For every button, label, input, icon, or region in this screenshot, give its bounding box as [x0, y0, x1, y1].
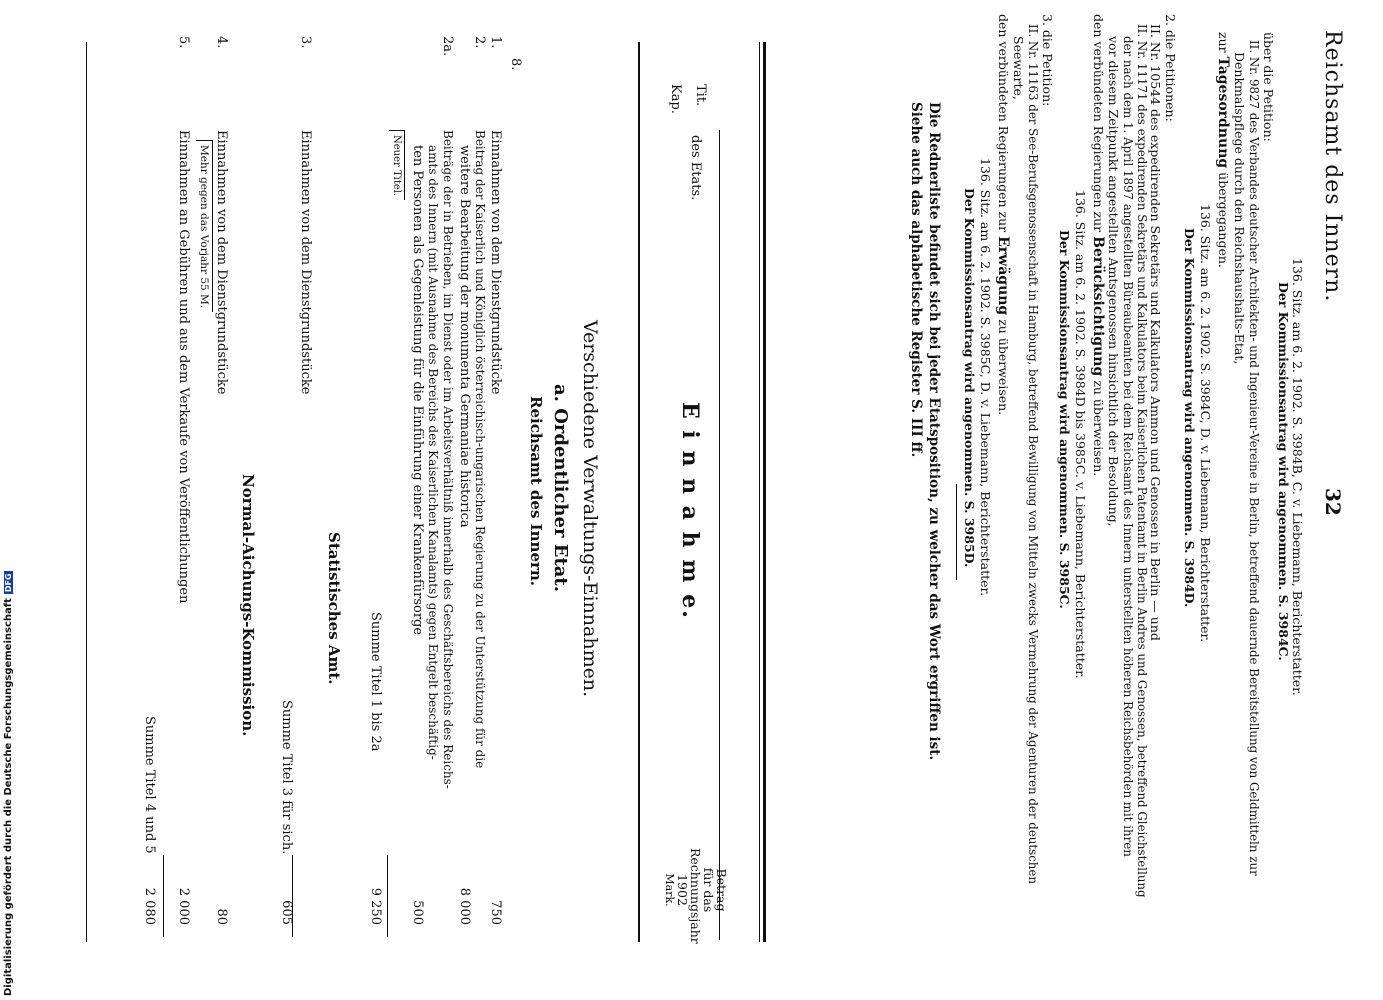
sum1-label: Summe Titel 1 bis 2a: [368, 612, 383, 752]
table-top-rule-thin: [759, 42, 760, 942]
funding-text: Digitalisierung gefördert durch die Deutsche Forschungsgemeinschaft: [2, 598, 14, 996]
col-header-etat: des Etats.: [688, 135, 703, 201]
sum1-amount: 9 250: [368, 887, 383, 925]
petition2-decision: Der Kommissionsantrag wird angenommen. S. 3985C.: [1057, 230, 1072, 609]
amount-header-l5: Mark.: [663, 873, 676, 907]
petition2-line1: II. Nr. 10544 des expedirenden Sekretärs und Kalkulators Ammon und Genossen in Berlin — und: [1148, 24, 1163, 641]
subsection2-title: Reichsamt des Innern.: [527, 396, 545, 587]
petition2-line5b: Berücksichtigung: [1090, 236, 1106, 377]
amount-header-l2: für das: [701, 867, 716, 913]
table-col-divider-kap: [719, 130, 720, 940]
col-header-kap: Kap.: [668, 84, 683, 114]
petition1-decision: Der Kommissionsantrag wird angenommen. S. 3984C.: [1276, 282, 1291, 661]
subsection-title: a. Ordentlicher Etat.: [550, 384, 571, 593]
petition2-line4: vor diesem Zeitpunkt angestellten Amtsgenossen hinsichtlich der Besoldung,: [1106, 36, 1121, 527]
page-header-title: Reichsamt des Innern.: [1320, 30, 1345, 303]
petition1-line3b: Tagesordnung: [1215, 56, 1231, 169]
petition3-intro: 3. die Petition:: [1040, 14, 1055, 107]
row3-text2: amts des Innern (mit Ausnahme des Bereichs des Kaiserlichen Kanalamts) gegen Entgelt beschäftig-: [426, 145, 440, 760]
petition2-ref: 136. Sitz. am 6. 2. 1902. S. 3984D bis 3985C. v. Liebemann, Berichterstatter.: [1073, 190, 1088, 679]
row3-amount: 500: [410, 900, 425, 925]
sum45-amount: 2 080: [142, 887, 157, 925]
row2-tit: 2.: [472, 36, 487, 49]
row-stat-text: Einnahmen von dem Dienstgrundstücke: [298, 130, 313, 395]
petition3-line2: Seewarte,: [1011, 36, 1026, 100]
row3-tit: 2a.: [440, 36, 455, 57]
sum45-label: Summe Titel 4 und 5: [142, 716, 157, 854]
row2-text: Beitrag der Kaiserlich und Königlich österreichisch-ungarischen Regierung zu der Unterstützung für die: [473, 130, 487, 769]
petition3-ref: 136. Sitz. am 6. 2. 1902. S. 3985C, D. v. Liebemann, Berichterstatter.: [978, 158, 993, 597]
petition3-line3a: den verbündeten Regierungen zur: [996, 14, 1011, 233]
sum3-label: Summe Titel 3 für sich.: [279, 700, 294, 855]
row2-text2: weitere Bearbeitung der monumenta Germaniae historica: [457, 145, 472, 528]
petition3-line3c: zu überweisen.: [996, 319, 1011, 416]
petition1-line3c: übergegangen.: [1216, 172, 1231, 268]
petition3-line1: II. Nr. 11163 der See-Berufsgenossenschaft in Hamburg, betreffend Bewilligung von Mitteln zwecks Vermehrung der Agenturen der deutschen: [1026, 24, 1040, 884]
table-header-rule: [638, 42, 640, 942]
amount-header: [663, 848, 729, 944]
row5-amount: 2 000: [176, 887, 191, 925]
petition2-intro: 2. die Petitionen:: [1163, 14, 1178, 122]
row5-text: Einnahmen an Gebühren und aus dem Verkaufe von Veröffentlichungen: [176, 130, 191, 604]
section-statistics: Statistisches Amt.: [325, 532, 343, 685]
new-title-note: Neuer Titel.: [389, 130, 405, 200]
petition2-line5c: zu überweisen.: [1091, 380, 1106, 477]
notice-line2: Siehe auch das alphabetische Register S. III ff.: [908, 102, 924, 458]
row3-text: Beiträge der in Betrieben, im Dienst oder im Arbeitsverhältniß innerhalb des Geschäftsbereichs des Reichs-: [441, 130, 455, 789]
petition1-ref: 136. Sitz. am 6. 2. 1902. S. 3984B, C. v. Liebemann, Berichterstatter.: [1290, 258, 1305, 696]
table-col-divider: [86, 42, 87, 942]
petition3-decision: Der Kommissionsantrag wird angenommen. S. 3985D.: [962, 188, 977, 568]
row-stat-tit: 3.: [298, 36, 313, 49]
row2-amount: 8 000: [457, 887, 472, 925]
row1-text: Einnahmen von dem Dienstgrundstücke: [488, 130, 503, 395]
kapitel-number: 8.: [508, 58, 523, 71]
row4-text: Einnahmen von dem Dienstgrundstücke: [214, 130, 229, 395]
petition1-line2: Denkmalspflege durch den Reichshaushalts-Etat,: [1232, 52, 1247, 365]
notice-line1: Die Rednerliste befindet sich bei jeder Etatsposition, zu welcher das Wort ergriffen ist.: [926, 102, 942, 761]
row5-tit: 5.: [176, 36, 191, 49]
amount-header-l1: Betrag: [714, 868, 729, 912]
amount-header-l4: 1902: [675, 874, 690, 906]
row4-amount: 80: [214, 908, 229, 925]
petition1-decision2: Der Kommissionsantrag wird angenommen. S. 3984D.: [1182, 228, 1197, 608]
sum3-amount: 605: [279, 900, 294, 925]
petition3-line3b: Erwägung: [995, 236, 1011, 316]
section-title: Verschiedene Verwaltungs-Einnahmen.: [579, 320, 601, 698]
petition1-line3a: zur: [1216, 32, 1231, 53]
sum45-rule: [163, 855, 164, 937]
row4-note: Mehr gegen das Vorjahr 55 M.: [196, 140, 213, 312]
amount-header-l3: Rechnungsjahr: [688, 848, 703, 944]
petition2-line5a: den verbündeten Regierungen zur: [1091, 14, 1106, 233]
petition2-line2: II. Nr. 11171 des expedirenden Sekretärs und Kalkulators beim Kaiserlichen Patentamt in Berlin Andres und Genossen, betreffend Gleichstellung: [1135, 24, 1149, 898]
petition1-line1: II. Nr. 9827 des Verbandes deutscher Architekten- und Ingenieur-Vereine in Berlin, betreffend dauernde Bereitstellung von Geldmitteln zur: [1247, 40, 1261, 876]
col-header-tit: Tit.: [693, 84, 708, 107]
table-top-rule: [763, 42, 766, 942]
funding-stamp: [2, 573, 14, 996]
table-title: E i n n a h m e.: [677, 402, 703, 620]
row1-amount: 750: [488, 900, 503, 925]
page-number: 32: [1321, 488, 1345, 516]
row3-text3: ten Personen als Gegenleistung für die Einführung einer Krankenfürsorge: [410, 145, 425, 636]
sum1-rule: [387, 855, 388, 937]
section-normal-aichungs: Normal-Aichungs-Kommission.: [239, 474, 257, 737]
separator-short: [956, 484, 957, 580]
dfg-logo-icon: DFG: [3, 573, 13, 593]
petition1-ref2: 136. Sitz. am 6. 2. 1902. S. 3984C, D. v. Liebemann, Berichterstatter.: [1198, 204, 1213, 643]
petition1-intro: über die Petition:: [1261, 32, 1276, 142]
petition2-line3: der nach dem 1. April 1897 angestellten Büreaubeamten bei dem Reichsamt des Innern unterstellten höheren Reichsbehörden mit ihren: [1121, 36, 1135, 857]
row4-tit: 4.: [214, 36, 229, 49]
row1-tit: 1.: [488, 36, 503, 49]
